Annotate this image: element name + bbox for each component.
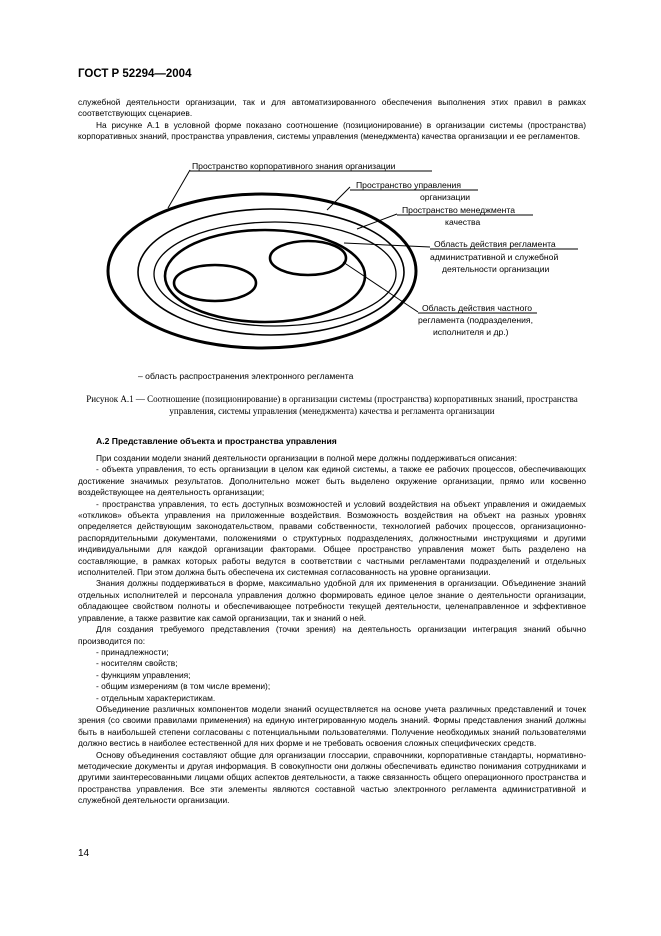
leader-line-regulation <box>344 243 430 247</box>
label-regulation-area-3: деятельности организации <box>442 264 550 274</box>
label-management-space-1: Пространство управления <box>356 180 462 190</box>
figure-legend: – область распространения электронного регламента <box>138 371 354 381</box>
label-knowledge-space: Пространство корпоративного знания организации <box>192 161 396 171</box>
section-paragraph-2: Знания должны поддерживаться в форме, максимально удобной для их применения в организации. Объединение знаний отдельных исполнителей и персонала управления должно формировать единое целое знание о деятельности организации, обладающее свойством полноты и обеспечивающее потребности текущей деятельности, целенаправленное и эффективное управление, а также развитие как самой организации, так и знаний о ней. <box>78 578 586 623</box>
bullet-object: - объекта управления, то есть организации в целом как единой системы, а также ее рабочих процессов, обеспечивающих достижение значимых результатов. Дополнительно может быть выделено окружение организации, прямо или косвенно воздействующее на деятельность организации; <box>78 464 586 498</box>
section-paragraph-4: Объединение различных компонентов модели знаний осуществляется на основе учета различных представлений и точек зрения (со своими правилами применения) на единую интегрированную модель знаний. Формы представления знаний должны быть в наибольшей степени согласованы с потенциальными пользователями. Получение необходимых знаний пользователями должно вестись в наиболее естественной для них форме и не требовать освоения сложных специфических средств. <box>78 703 586 749</box>
figure-a1-diagram <box>0 156 661 386</box>
private-regulation-ellipse-left <box>174 265 256 301</box>
leader-line-private <box>343 262 418 312</box>
section-body <box>78 453 586 807</box>
label-regulation-area-2: административной и служебной <box>430 252 559 262</box>
label-private-regulation-3: исполнителя и др.) <box>433 327 509 337</box>
section-paragraph-1: При создании модели знаний деятельности организации в полной мере должны поддерживаться описания: <box>96 453 517 463</box>
label-private-regulation-1: Область действия частного <box>422 303 533 313</box>
list-item: - отдельным характеристикам. <box>96 692 216 703</box>
label-quality-space-1: Пространство менеджмента <box>402 205 515 215</box>
regulation-area-ellipse <box>165 230 365 322</box>
section-title: А.2 Представление объекта и пространства управления <box>96 436 337 446</box>
label-private-regulation-2: регламента (подразделения, <box>418 315 533 325</box>
figure-caption: Рисунок А.1 — Соотношение (позиционирование) в организации системы (пространства) корпоративных знаний, пространства управления, системы управления (менеджмента) качества и регламента организации <box>86 394 578 416</box>
intro-paragraph-1: служебной деятельности организации, так и для автоматизированного обеспечения выполнения этих правил в рамках соответствующих сценариев. <box>78 97 586 119</box>
list-item: - общим измерениям (в том числе времени); <box>96 681 271 692</box>
intro-text <box>78 97 586 143</box>
list-item: - носителям свойств; <box>96 658 178 669</box>
section-paragraph-5: Основу объединения составляют общие для организации глоссарии, справочники, корпоративные стандарты, нормативно-методические документы и другая информация. В совокупности они должны обеспечивать единство понимания сотрудниками и другими заинтересованными лицами общих аспектов деятельности, а также связанность общего операционного пространства и пространства управления. Все эти элементы являются составной частью электронного регламента административной и служебной деятельности организации. <box>78 749 586 806</box>
quality-space-ellipse <box>154 222 396 326</box>
label-quality-space-2: качества <box>445 217 481 227</box>
label-regulation-area-1: Область действия регламента <box>434 239 556 249</box>
bullet-management-space: - пространства управления, то есть доступных возможностей и условий воздействия на объект управления и ожидаемых «откликов» объекта управления на приложенные воздействия. Возможность воздействия на объект на разных уровнях определяется действующим законодательством, правами собственности, технологией рабочих процессов, организационно-распорядительными документами, положениями о структурных подразделениях, должностными инструкциями и другими индивидуальными для каждой организации факторами. Общее пространство управления может быть разделено на составляющие, в рамках которых работы ведутся в соответствии с частными регламентами подразделений и отдельных исполнителей. При этом должна быть обеспечена их системная согласованность на уровне организации. <box>78 498 586 578</box>
intro-paragraph-2: На рисунке А.1 в условной форме показано соотношение (позиционирование) в организации системы (пространства) корпоративных знаний, пространства управления, системы управления (менеджмента) качества организации и ее регламентов. <box>78 119 586 142</box>
list-item: - принадлежности; <box>96 646 169 657</box>
label-management-space-2: организации <box>420 192 471 202</box>
document-header: ГОСТ Р 52294—2004 <box>78 68 192 80</box>
section-paragraph-3: Для создания требуемого представления (точки зрения) на деятельность организации интеграция знаний обычно производится по: <box>78 624 586 646</box>
leader-line-quality <box>357 214 397 229</box>
list-item: - функциям управления; <box>96 669 191 680</box>
page-number: 14 <box>78 848 90 859</box>
private-regulation-ellipse-right <box>270 241 346 275</box>
